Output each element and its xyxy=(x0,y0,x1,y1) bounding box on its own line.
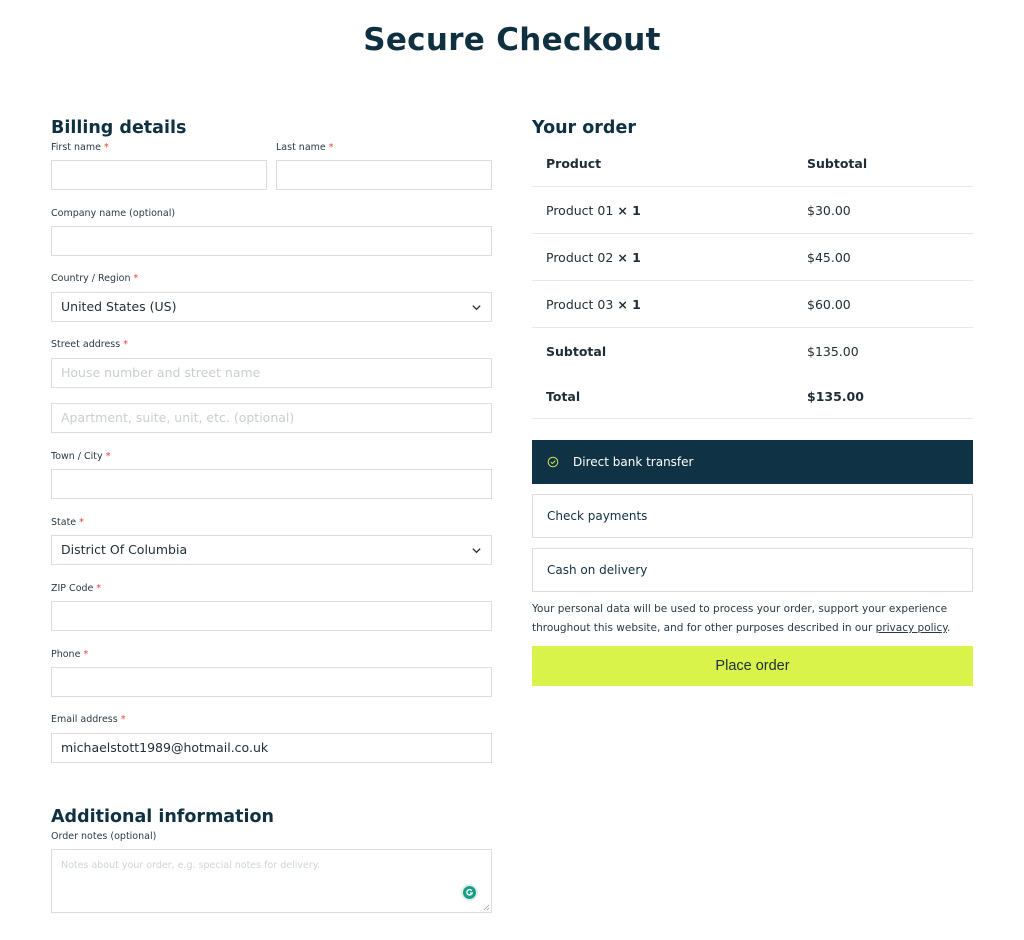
city-input[interactable] xyxy=(51,469,492,499)
total-value: $135.00 xyxy=(807,389,864,404)
email-label: Email address * xyxy=(51,714,126,725)
last-name-input[interactable] xyxy=(276,160,492,190)
payment-cash-on-delivery[interactable] xyxy=(532,548,973,592)
place-order-button[interactable]: Place order xyxy=(532,646,973,686)
chevron-down-icon xyxy=(471,302,482,313)
item-qty: × 1 xyxy=(617,203,641,218)
state-select[interactable] xyxy=(51,535,492,565)
company-input[interactable] xyxy=(51,226,492,256)
privacy-notice: Your personal data will be used to process your order, support your experience throughout this website, and for other purposes described in our privacy policy. xyxy=(532,603,951,634)
subtotal-row xyxy=(532,328,973,375)
state-label: State * xyxy=(51,517,84,528)
order-title: Your order xyxy=(532,118,636,138)
order-notes-textarea[interactable] xyxy=(51,849,492,913)
street-address-input[interactable]: House number and street name xyxy=(51,358,492,388)
payment-check-payments[interactable] xyxy=(532,494,973,538)
country-label: Country / Region * xyxy=(51,273,139,284)
subtotal-value: $135.00 xyxy=(807,344,859,359)
payment-label: Cash on delivery xyxy=(547,563,648,577)
payment-direct-bank-transfer[interactable] xyxy=(532,440,973,484)
item-name: Product 02 xyxy=(546,250,614,265)
country-select[interactable] xyxy=(51,292,492,322)
item-qty: × 1 xyxy=(617,250,641,265)
grammarly-icon[interactable] xyxy=(461,884,478,901)
street-address-2-input[interactable]: Apartment, suite, unit, etc. (optional) xyxy=(51,403,492,433)
country-value: United States (US) xyxy=(61,299,177,314)
grammarly-g-icon xyxy=(465,888,474,897)
zip-label: ZIP Code * xyxy=(51,583,102,594)
city-label: Town / City * xyxy=(51,451,111,462)
first-name-input[interactable] xyxy=(51,160,267,190)
street-label: Street address * xyxy=(51,339,128,350)
item-price: $45.00 xyxy=(807,250,851,265)
total-row xyxy=(532,373,973,419)
state-value: District Of Columbia xyxy=(61,542,188,557)
payment-label: Direct bank transfer xyxy=(573,455,694,469)
resize-handle-icon[interactable] xyxy=(482,903,490,911)
phone-input[interactable] xyxy=(51,667,492,697)
additional-info-title: Additional information xyxy=(51,807,274,827)
item-price: $60.00 xyxy=(807,297,851,312)
company-label: Company name (optional) xyxy=(51,208,176,219)
order-notes-placeholder: Notes about your order, e.g. special notes for delivery. xyxy=(61,860,321,871)
check-circle-icon xyxy=(547,456,559,468)
header-product: Product xyxy=(546,156,602,171)
payment-label: Check payments xyxy=(547,509,648,523)
zip-input[interactable] xyxy=(51,601,492,631)
item-name: Product 03 xyxy=(546,297,614,312)
total-label: Total xyxy=(546,389,581,404)
page-title: Secure Checkout xyxy=(363,22,661,58)
phone-label: Phone * xyxy=(51,649,89,660)
order-item-row xyxy=(532,187,973,234)
item-price: $30.00 xyxy=(807,203,851,218)
chevron-down-icon xyxy=(471,545,482,556)
order-header-row xyxy=(532,140,973,187)
first-name-label: First name * xyxy=(51,142,109,153)
order-item-row xyxy=(532,281,973,328)
last-name-label: Last name * xyxy=(276,142,334,153)
billing-form xyxy=(51,118,492,871)
item-qty: × 1 xyxy=(617,297,641,312)
order-notes-label: Order notes (optional) xyxy=(51,831,157,842)
privacy-policy-link[interactable]: privacy policy xyxy=(875,622,947,634)
billing-title: Billing details xyxy=(51,118,187,138)
order-item-row xyxy=(532,234,973,281)
subtotal-label: Subtotal xyxy=(546,344,607,359)
item-name: Product 01 xyxy=(546,203,614,218)
order-summary xyxy=(532,118,973,674)
header-subtotal: Subtotal xyxy=(807,156,868,171)
email-input[interactable]: michaelstott1989@hotmail.co.uk xyxy=(51,733,492,763)
